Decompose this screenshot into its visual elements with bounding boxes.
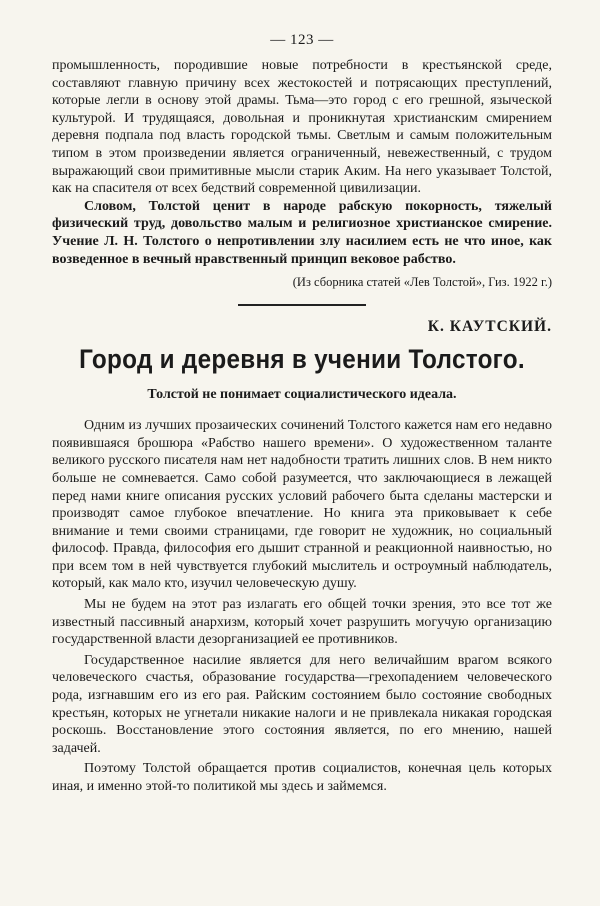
prev-article-source: (Из сборника статей «Лев Толстой», Гиз. 1922 г.): [292, 275, 552, 290]
article-paragraph-1: Одним из лучших прозаических сочинений Толстого кажется нам его недавно появившаяся брошюра «Рабство нашего времени». О художественном таланте великого русского писателя нам нет надобности тратить лишних слов. В нем никто больше не сомневается. Само собой разумеется, что заключающиеся в лежащей перед нами книге описания русских условий рабочего быта сделаны мастерски и производят самое глубокое впечатление. Но книга эта приковывает к себе внимание и теми своими страницами, где говорит не художник, но социальный философ. Правда, философия его дышит странной и реакционной наивностью, но при всем том в ней чувствуется глубокий мыслитель и остроумный наблюдатель, который, как мало кто, изучил человеческую душу.: [52, 418, 552, 592]
article-paragraph-3: Государственное насилие является для него величайшим врагом всякого человеческого счастья, образование государства—грехопадением человеческого рода, изгнавшим его из его рая. Райским состоянием было состояние свободных крестьян, которых не угнетали никакие налоги и не привлекала никакая городская роскошь. Восстановление этого состояния является, по его мнению, нашей задачей.: [52, 652, 552, 756]
prev-article-conclusion: Словом, Толстой ценит в народе рабскую покорность, тяжелый физический труд, довольство малым и религиозное христианское смирение. Учение Л. Н. Толстого о непротивлении злу насилием есть не что иное, как возведенное в вечный нравственный принцип вековое рабство.: [52, 198, 552, 267]
book-page: [52, 32, 552, 796]
article-title: Город и деревня в учении Толстого.: [79, 344, 525, 375]
article-author: К. КАУТСКИЙ.: [427, 318, 552, 336]
article-subtitle: Толстой не понимает социалистического идеала.: [147, 387, 457, 403]
prev-article-paragraph-1: промышленность, породившие новые потребности в крестьянской среде, составляют главную причину всех жестокостей и потрясающих преступлений, которые легли в основу этой драмы. Тьма—это город с его грешной, языческой культурой. И трудящаяся, довольная и проникнутая христианским смирением деревня подпала под власть городской тьмы. Светлым и самым положительным типом в этом произведении является ограниченный, невежественный, с трудом выражающий свои примитивные мысли старик Аким. На него указывает Толстой, как на спасителя от всех бедствий современной цивилизации.: [52, 58, 552, 197]
page-number: — 123 —: [270, 32, 334, 48]
section-divider: [238, 304, 366, 306]
article-paragraph-4: Поэтому Толстой обращается против социалистов, конечная цель которых иная, и именно этой-то политикой мы здесь и займемся.: [52, 761, 552, 794]
article-paragraph-2: Мы не будем на этот раз излагать его общей точки зрения, это все тот же известный пассивный анархизм, который хочет разрушить могучую организацию государственной власти дезорганизацией ее противников.: [52, 597, 552, 648]
